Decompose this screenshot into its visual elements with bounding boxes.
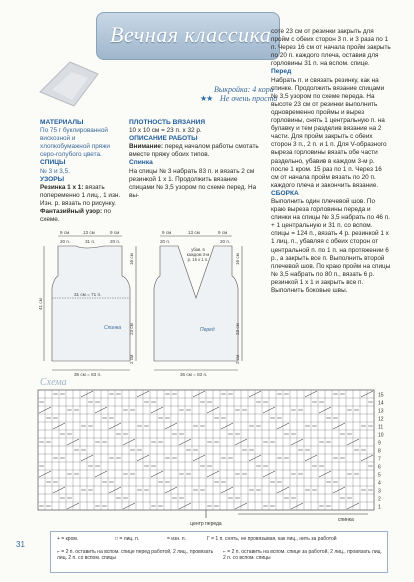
legend-slip: Г = 1 п. снять, не провязывая, как лиц., нить за работой [207,536,337,542]
front-instructions-block [271,28,391,295]
difficulty-label: Не очень просто [220,94,278,103]
page-number: 31 [16,540,25,549]
assembly-text: Выполнить один плечевой шов. По краю выреза горловины переда и спинки на спицы № 3,5 набрать по 46 п. + 1 центральную и 31 п. со вспом. спицы = 124 п., вязать 4 р. резинкой 1 х 1 лиц. п., убавляя с обеих сторон от центральной п. по 1 п. на протяжении 6 р., а закрыть все п. Выполнить второй плечевой шов. По краю пройм на спицы № 3,5 набрать по 80 п., вязать 6 р. резинкой 1 х 1 и закрыть все п. Выполнить боковые швы. [271,197,391,294]
instructions-block [129,119,259,200]
row-number: 1 [378,504,381,511]
front-piece-label: Перед [200,327,215,333]
legend-knit: □ = лиц. п. [115,536,140,542]
row-number: 3 [378,488,381,495]
back-dim-left: 9 см [60,230,70,235]
row-number: 12 [378,416,384,423]
back-dim-rib: 2 см [129,354,134,364]
row-number: 15 [378,392,384,399]
needles-heading: СПИЦЫ [40,159,66,167]
back-dim-right: 9 см [110,230,120,235]
materials-text: По 75 г буклированной вискозной и хлопкобумажной пряжи серо-голубого цвета. [40,127,110,159]
row-number: 2 [378,496,381,503]
front-text: Набрать п. и связать резинку, как на спинке. Продолжить вязание спицами № 3,5 узором по схеме переда. На высоте 23 см от резинки выполнить одновременно проймы и вырез горловины, снять 1 центральную п. на булавку и тем разделив вязание на 2 части. Для пройм закрыть с обеих сторон 3 п., 2 п. и 1 п. Для V-образного выреза горловины вязать обе части раздельно, убавив в каждом 3-м р. после 1 кром. 15 раз по 1 п. Через 16 см от начала пройм вязать по 20 п. каждого плеча и закончить вязание. [271,76,387,189]
front-heading: Перед [271,68,292,76]
front-sts-right: 20 п. [220,239,231,244]
back-sts-right: 20 п. [110,239,121,244]
center-front-label: центр переда [190,521,222,527]
back-sts-mid: 31 п. [85,239,96,244]
front-dim-armhole: 16 см [235,253,240,265]
back-dim-height: 41 см [38,298,43,310]
front-dim-hem: 36 см = 83 п. [180,372,208,377]
row-number: 10 [378,432,384,439]
legend-purl: = изн. п. [167,536,187,542]
loop-label: спинка [338,517,354,523]
assembly-heading: СБОРКА [271,189,299,197]
front-sts-left: 20 п. [160,239,171,244]
row-number: 9 [378,440,381,447]
front-dim-left: 9 см [162,230,172,235]
row-number: 11 [378,424,384,431]
back-text-cont: соте 23 см от резинки закрыть для пройм с обеих сторон 3 п. и 3 раза по 1 п. Через 16 см от начала пройм закрыть по 20 п. каждого плеча, оставив для горловины 31 п. на вспом. спице. [271,28,391,68]
front-dim-right: 9 см [218,230,228,235]
front-dim-rib: 2 см [235,354,240,364]
back-sts-left: 20 п. [60,239,71,244]
row-number: 7 [378,456,381,463]
front-dim-mid: 13 см [188,230,200,235]
work-heading: ОПИСАНИЕ РАБОТЫ [129,135,198,143]
schema-title: Схема [40,377,67,388]
attention-text: перед началом работы смотать вместе пряжу обоих типов. [129,143,259,159]
back-dim-mid: 13 см [83,230,95,235]
row-number: 8 [378,448,381,455]
front-dim-side: 23 см [235,323,240,335]
legend-box [50,531,388,573]
rib-text: вязать попеременно 1 лиц., 1 изн. Изн. р. вязать по рисунку. [40,183,121,207]
needles-text: № 3 и 3,5. [40,167,70,175]
page-title: Вечная классика [110,22,272,47]
front-neck-note: убав. в каждом 3-м р. 15 х 1 п. [186,247,210,262]
row-number: 13 [378,408,384,415]
legend-cable-front: ⌐ = 2 п. оставить на вспом. спице перед работой, 2 лиц., провязать лиц. 2 п. со вспом. спицы [57,549,214,561]
front-pattern-drawing [146,228,246,378]
row-number: 5 [378,472,381,479]
knitting-chart [38,390,390,530]
fancy-text: по схеме. [40,208,111,224]
back-dim-armhole: 16 см [129,253,134,265]
density-heading: ПЛОТНОСТЬ ВЯЗАНИЯ [129,119,206,126]
row-number: 4 [378,480,381,487]
back-piece-label: Спинка [104,325,122,331]
back-dim-side: 23 см [129,323,134,335]
back-heading: Спинка [129,159,153,167]
patterns-heading: УЗОРЫ [40,175,65,183]
photo-placeholder-icon [34,52,104,112]
legend-edge: + = кром. [57,536,79,542]
size-label: Выкройка: 4 кора [214,85,274,94]
materials-heading: МАТЕРИАЛЫ [40,119,84,126]
difficulty-stars: ★★ [200,94,213,103]
back-dim-chest: 31 см = 71 п. [74,292,102,297]
back-text: На спицы № 3 набрать 83 п. и вязать 2 см резинкой 1 х 1. Продолжить вязание спицами № 3,5 узором по схеме перед. На вы- [129,167,257,199]
row-number: 14 [378,400,384,407]
rib-label: Резинка 1 х 1: [40,183,84,191]
fancy-label: Фантазийный узор: [40,208,103,216]
density-text: 10 х 10 см = 23 п. х 32 р. [129,127,202,135]
back-dim-hem: 36 см = 83 п. [74,372,102,377]
materials-block [40,119,122,224]
legend-cable-back: ⌐ = 2 п. оставить на вспом. спице за работой, 2 лиц., провязать лиц. 2 п. со вспом. спицы [223,549,382,561]
back-pattern-drawing [40,228,140,378]
row-number: 6 [378,464,381,471]
attention-label: Внимание: [129,143,164,151]
